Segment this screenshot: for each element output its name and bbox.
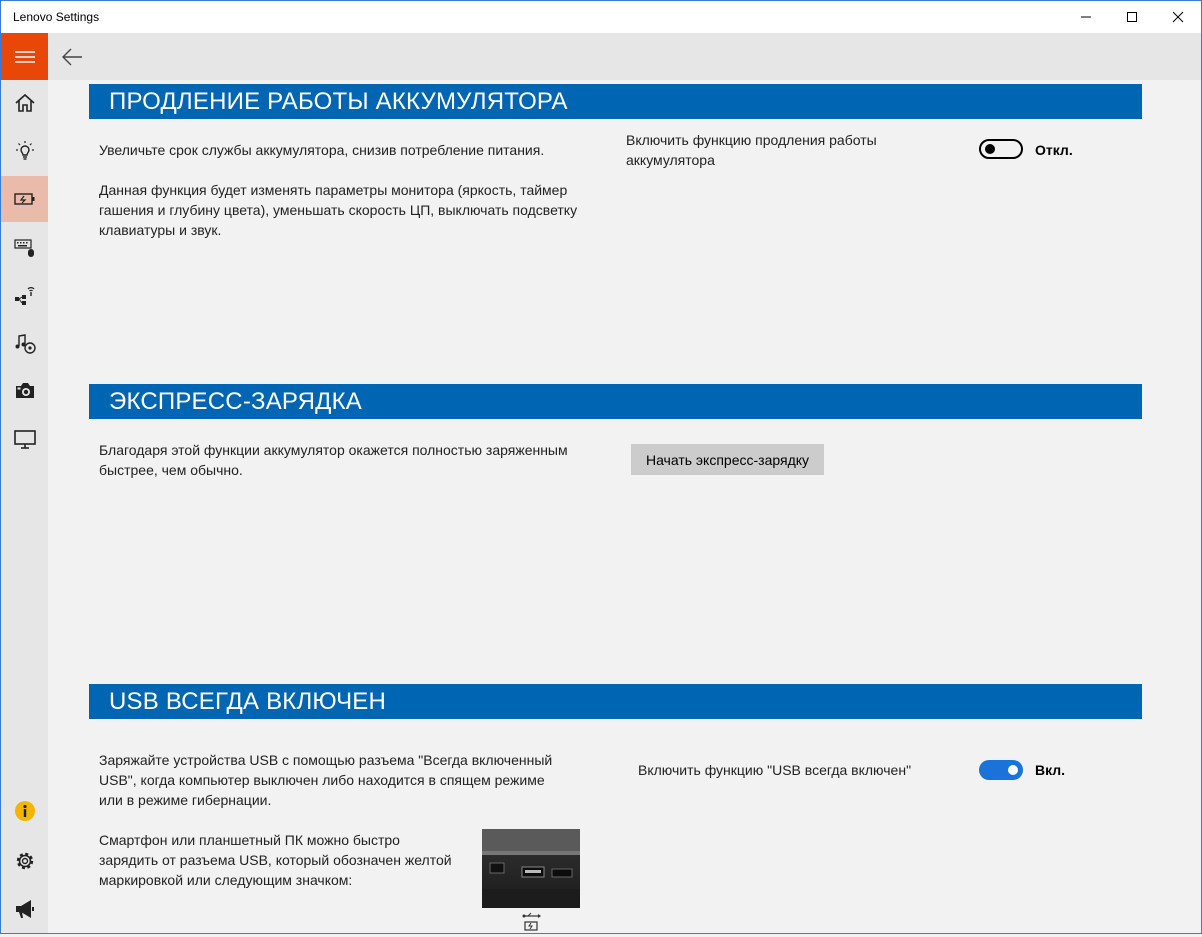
monitor-icon	[13, 428, 37, 450]
music-icon	[13, 331, 37, 355]
sidebar-item-settings[interactable]	[1, 838, 48, 884]
sidebar-item-info[interactable]	[1, 788, 48, 834]
camera-icon	[13, 381, 37, 401]
sidebar-item-network[interactable]	[1, 272, 48, 318]
battery-saver-description: Увеличьте срок службы аккумулятора, снизив потребление питания.	[99, 142, 545, 158]
megaphone-icon	[13, 897, 37, 921]
back-button[interactable]	[58, 43, 86, 71]
usb-always-on-toggle-state: Вкл.	[1035, 762, 1066, 778]
usb-description-line: Заряжайте устройства USB с помощью разъема "Всегда включенный	[99, 752, 553, 768]
sidebar-item-camera[interactable]	[1, 368, 48, 414]
top-bar	[48, 33, 1201, 80]
battery-saver-toggle-label-line: Включить функцию продления работы	[626, 132, 877, 148]
battery-saver-details-line: Данная функция будет изменять параметры монитора (яркость, таймер	[99, 182, 568, 198]
close-icon	[1172, 11, 1184, 23]
sidebar-item-monitor[interactable]	[1, 416, 48, 462]
usb-always-on-description	[99, 750, 552, 810]
battery-saver-toggle[interactable]	[979, 139, 1023, 159]
minimize-button[interactable]	[1063, 1, 1109, 33]
toggle-knob	[1008, 765, 1018, 775]
battery-saver-toggle-label	[626, 130, 877, 170]
menu-button[interactable]	[1, 33, 48, 80]
usb-port-hint	[99, 830, 452, 890]
usb-port-hint-line: маркировкой или следующим значком:	[99, 872, 353, 888]
usb-port-hint-line: зарядить от разъема USB, который обозначен желтой	[99, 852, 452, 868]
network-icon	[13, 283, 37, 307]
express-charge-description	[99, 440, 568, 480]
hamburger-icon	[15, 50, 35, 64]
usb-port-hint-line: Смартфон или планшетный ПК можно быстро	[99, 832, 400, 848]
minimize-icon	[1080, 11, 1092, 23]
usb-always-on-toggle[interactable]	[979, 760, 1023, 780]
battery-saver-toggle-state: Откл.	[1035, 142, 1073, 158]
sidebar-item-power[interactable]	[1, 176, 48, 222]
express-charge-description-line: Благодаря этой функции аккумулятор окажется полностью заряженным	[99, 442, 568, 458]
battery-saver-details	[99, 180, 599, 240]
battery-icon	[14, 192, 36, 206]
sidebar-item-home[interactable]	[1, 80, 48, 126]
home-icon	[14, 92, 36, 114]
section-header-express-charge: ЭКСПРЕСС-ЗАРЯДКА	[89, 384, 1142, 419]
sidebar-item-feedback[interactable]	[1, 886, 48, 932]
sidebar	[1, 33, 48, 933]
battery-saver-details-line: клавиатуры и звук.	[99, 222, 222, 238]
sidebar-item-input[interactable]	[1, 224, 48, 270]
toggle-knob	[985, 144, 995, 154]
sidebar-item-display[interactable]	[1, 128, 48, 174]
gear-icon	[13, 849, 37, 873]
usb-always-on-toggle-label: Включить функцию "USB всегда включен"	[638, 762, 912, 778]
usb-description-line: USB", когда компьютер выключен либо находится в спящем режиме	[99, 772, 545, 788]
window-title: Lenovo Settings	[13, 10, 100, 24]
express-charge-description-line: быстрее, чем обычно.	[99, 462, 243, 478]
sidebar-item-audio[interactable]	[1, 320, 48, 366]
title-bar	[1, 1, 1201, 33]
usb-description-line: или в режиме гибернации.	[99, 792, 272, 808]
section-header-battery-saver: ПРОДЛЕНИЕ РАБОТЫ АККУМУЛЯТОРА	[89, 84, 1142, 119]
start-express-charge-button[interactable]: Начать экспресс-зарядку	[631, 444, 824, 475]
info-icon	[13, 799, 37, 823]
lightbulb-icon	[13, 139, 37, 163]
keyboard-mouse-icon	[13, 235, 37, 259]
back-arrow-icon	[61, 48, 83, 66]
section-header-usb-always-on: USB ВСЕГДА ВКЛЮЧЕН	[89, 684, 1142, 719]
maximize-icon	[1126, 11, 1138, 23]
battery-saver-toggle-label-line: аккумулятора	[626, 152, 715, 168]
usb-port-photo	[482, 829, 580, 908]
battery-saver-details-line: гашения и глубину цвета), уменьшать скорость ЦП, выключать подсветку	[99, 202, 578, 218]
maximize-button[interactable]	[1109, 1, 1155, 33]
close-button[interactable]	[1155, 1, 1201, 33]
usb-charge-icon	[520, 910, 542, 932]
